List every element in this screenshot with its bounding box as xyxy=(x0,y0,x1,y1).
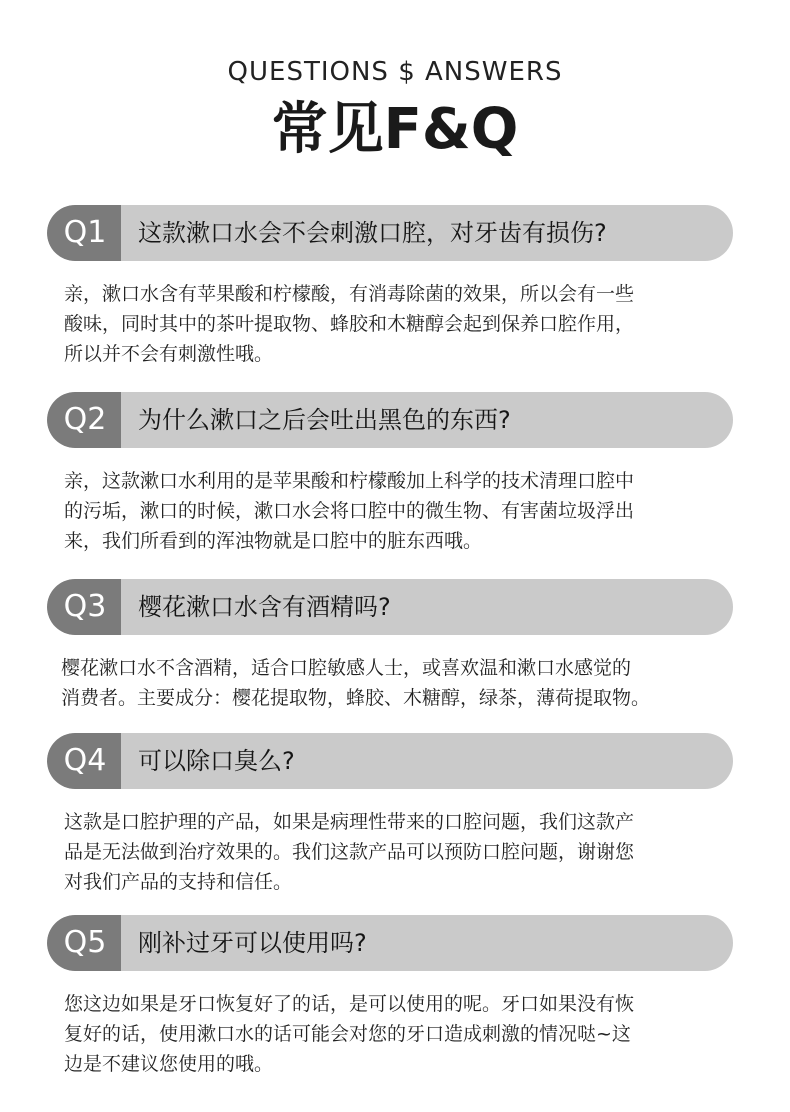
answer-line: 所以并不会有刺激性哦。 xyxy=(64,343,274,365)
answer-line: 复好的话，使用漱口水的话可能会对您的牙口造成刺激的情况哒~这 xyxy=(64,1023,631,1045)
page-title: 常见F&Q xyxy=(271,97,519,162)
question-text: 刚补过牙可以使用吗? xyxy=(138,929,367,957)
question-bar xyxy=(47,392,733,448)
question-text: 这款漱口水会不会刺激口腔，对牙齿有损伤? xyxy=(138,219,607,247)
answer-line: 亲，这款漱口水利用的是苹果酸和柠檬酸加上科学的技术清理口腔中 xyxy=(64,470,635,492)
faq-item-q1 xyxy=(47,205,737,369)
answer-line: 樱花漱口水不含酒精，适合口腔敏感人士，或喜欢温和漱口水感觉的 xyxy=(61,657,632,679)
answer-text xyxy=(47,989,740,1079)
question-number: Q5 xyxy=(47,915,121,971)
answer-line: 酸味，同时其中的茶叶提取物、蜂胶和木糖醇会起到保养口腔作用， xyxy=(64,313,635,335)
answer-text xyxy=(47,466,740,556)
answer-line: 品是无法做到治疗效果的。我们这款产品可以预防口腔问题，谢谢您 xyxy=(64,841,635,863)
answer-line: 对我们产品的支持和信任。 xyxy=(64,871,293,893)
answer-line: 消费者。主要成分：樱花提取物，蜂胶、木糖醇，绿茶，薄荷提取物。 xyxy=(61,687,651,709)
question-text: 可以除口臭么? xyxy=(138,747,295,775)
faq-item-q5 xyxy=(47,915,737,1079)
answer-text xyxy=(47,807,740,897)
question-number: Q3 xyxy=(47,579,121,635)
faq-item-q2 xyxy=(47,392,737,556)
faq-item-q4 xyxy=(47,733,737,897)
answer-line: 亲，漱口水含有苹果酸和柠檬酸，有消毒除菌的效果，所以会有一些 xyxy=(64,283,635,305)
question-bar xyxy=(47,579,733,635)
question-text: 樱花漱口水含有酒精吗? xyxy=(138,593,391,621)
question-bar xyxy=(47,205,733,261)
faq-item-q3 xyxy=(47,579,737,713)
question-bar xyxy=(47,915,733,971)
question-number: Q1 xyxy=(47,205,121,261)
question-text: 为什么漱口之后会吐出黑色的东西? xyxy=(138,406,511,434)
page-subtitle: QUESTIONS $ ANSWERS xyxy=(227,57,563,87)
answer-line: 您这边如果是牙口恢复好了的话，是可以使用的呢。牙口如果没有恢 xyxy=(64,993,635,1015)
question-bar xyxy=(47,733,733,789)
answer-line: 的污垢，漱口的时候，漱口水会将口腔中的微生物、有害菌垃圾浮出 xyxy=(64,500,635,522)
answer-text xyxy=(47,653,737,713)
answer-line: 来，我们所看到的浑浊物就是口腔中的脏东西哦。 xyxy=(64,530,483,552)
question-number: Q4 xyxy=(47,733,121,789)
answer-line: 边是不建议您使用的哦。 xyxy=(64,1053,274,1075)
answer-line: 这款是口腔护理的产品，如果是病理性带来的口腔问题，我们这款产 xyxy=(64,811,635,833)
answer-text xyxy=(47,279,740,369)
question-number: Q2 xyxy=(47,392,121,448)
